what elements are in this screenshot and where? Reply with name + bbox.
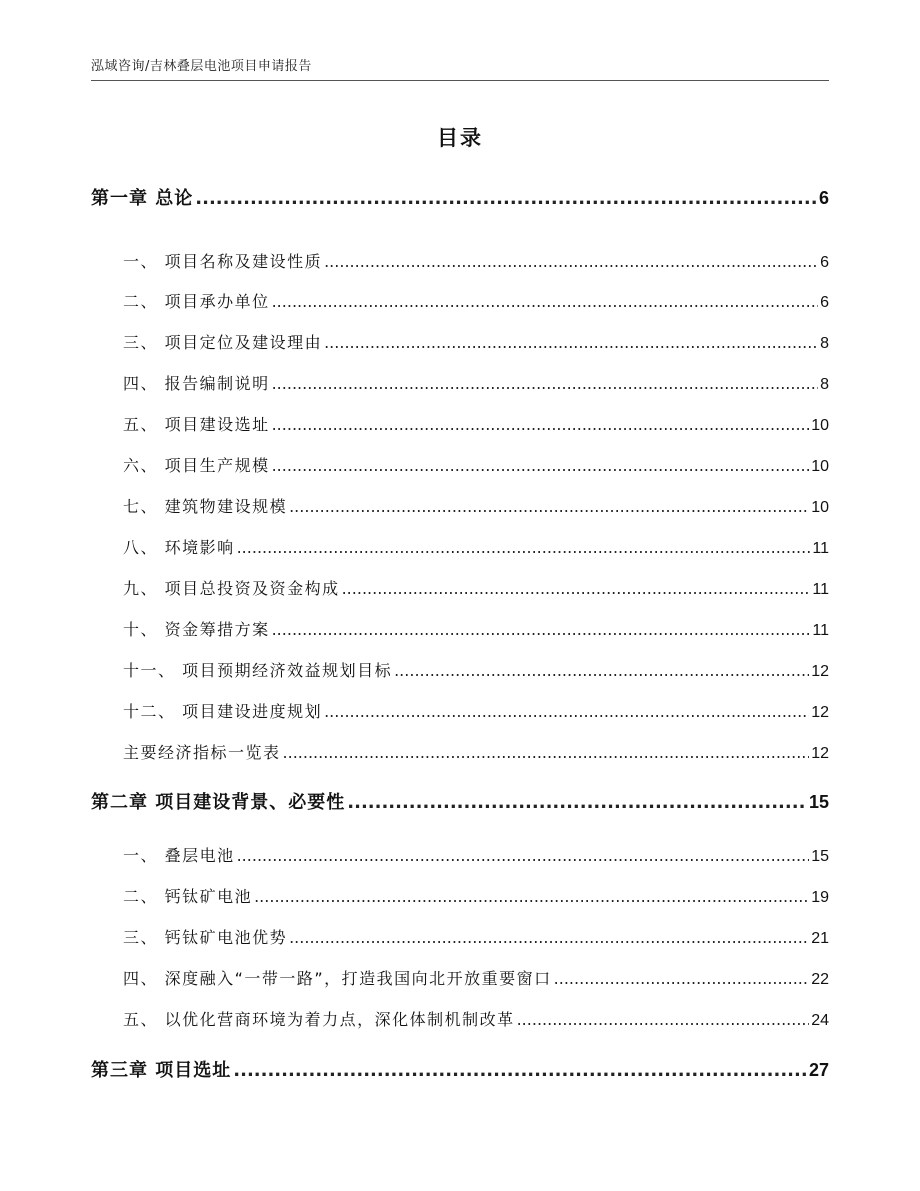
toc-entry-label: 第二章 项目建设背景、必要性 xyxy=(91,792,346,813)
toc-section[interactable] xyxy=(91,289,829,312)
dot-leader xyxy=(272,620,811,639)
toc-page-number: 6 xyxy=(820,254,829,271)
toc-entry-label: 第三章 项目选址 xyxy=(91,1060,232,1081)
toc-entry-label: 五、 以优化营商环境为着力点，深化体制机制改革 xyxy=(123,1010,515,1029)
toc-entry-label: 一、 项目名称及建设性质 xyxy=(123,252,323,271)
toc-section[interactable] xyxy=(91,884,829,907)
toc-section[interactable] xyxy=(91,453,829,476)
dot-leader xyxy=(254,887,809,906)
dot-leader xyxy=(283,743,810,762)
toc-section[interactable] xyxy=(91,330,829,353)
toc-section[interactable] xyxy=(91,576,829,599)
toc-section[interactable] xyxy=(91,966,829,989)
toc-section[interactable] xyxy=(91,925,829,948)
toc-entry-label: 九、 项目总投资及资金构成 xyxy=(123,579,340,598)
dot-leader xyxy=(272,456,810,475)
dot-leader xyxy=(272,374,819,393)
dot-leader xyxy=(233,1060,807,1081)
toc-section[interactable] xyxy=(91,494,829,517)
toc-page-number: 11 xyxy=(812,581,829,598)
toc-title: 目录 xyxy=(437,126,483,150)
dot-leader xyxy=(324,702,809,721)
dot-leader xyxy=(195,188,817,209)
toc-page-number: 10 xyxy=(811,458,829,475)
toc-page-number: 10 xyxy=(811,499,829,516)
toc-section[interactable] xyxy=(91,699,829,722)
toc-page-number: 11 xyxy=(812,622,829,639)
table-of-contents xyxy=(91,0,829,1191)
toc-entry-label: 十二、 项目建设进度规划 xyxy=(123,702,323,721)
dot-leader xyxy=(517,1010,810,1029)
toc-page-number: 6 xyxy=(818,188,829,208)
toc-page-number: 15 xyxy=(808,792,829,812)
toc-page-number: 6 xyxy=(820,294,829,311)
toc-page-number: 11 xyxy=(812,540,829,557)
toc-page-number: 24 xyxy=(811,1012,829,1029)
toc-page-number: 19 xyxy=(811,889,829,906)
toc-entry-label: 四、 报告编制说明 xyxy=(123,374,270,393)
toc-section[interactable] xyxy=(91,658,829,681)
toc-entry-label: 十、 资金筹措方案 xyxy=(123,620,270,639)
toc-page-number: 21 xyxy=(811,930,829,947)
toc-entry-label: 二、 钙钛矿电池 xyxy=(123,887,253,906)
toc-entry-label: 十一、 项目预期经济效益规划目标 xyxy=(123,661,393,680)
toc-section[interactable] xyxy=(91,249,829,272)
dot-leader xyxy=(554,969,810,988)
toc-section[interactable] xyxy=(91,843,829,866)
toc-entry-label: 一、 叠层电池 xyxy=(123,846,235,865)
toc-page-number: 8 xyxy=(820,376,829,393)
toc-section[interactable] xyxy=(91,1007,829,1030)
dot-leader xyxy=(324,333,818,352)
toc-entry-label: 六、 项目生产规模 xyxy=(123,456,270,475)
toc-entry-label: 五、 项目建设选址 xyxy=(123,415,270,434)
toc-chapter-1[interactable] xyxy=(91,184,829,210)
dot-leader xyxy=(272,292,819,311)
toc-page-number: 15 xyxy=(811,848,829,865)
dot-leader xyxy=(347,792,807,813)
toc-entry-label: 四、 深度融入“一带一路”，打造我国向北开放重要窗口 xyxy=(123,969,552,988)
toc-page-number: 12 xyxy=(811,704,829,721)
toc-entry-label: 八、 环境影响 xyxy=(123,538,235,557)
dot-leader xyxy=(237,538,811,557)
dot-leader xyxy=(237,846,810,865)
dot-leader xyxy=(272,415,810,434)
toc-page-number: 12 xyxy=(811,663,829,680)
toc-page-number: 12 xyxy=(811,745,829,762)
dot-leader xyxy=(324,252,818,271)
running-header: 泓域咨询/吉林叠层电池项目申请报告 xyxy=(91,59,312,74)
toc-page-number: 22 xyxy=(811,971,829,988)
dot-leader xyxy=(289,497,809,516)
dot-leader xyxy=(394,661,809,680)
toc-section[interactable] xyxy=(91,740,829,763)
toc-entry-label: 七、 建筑物建设规模 xyxy=(123,497,288,516)
toc-entry-label: 主要经济指标一览表 xyxy=(123,743,281,762)
toc-entry-label: 三、 项目定位及建设理由 xyxy=(123,333,323,352)
toc-chapter-2[interactable] xyxy=(91,788,829,814)
toc-page-number: 27 xyxy=(808,1060,829,1080)
toc-chapter-3[interactable] xyxy=(91,1056,829,1082)
toc-entry-label: 第一章 总论 xyxy=(91,188,194,209)
toc-entry-label: 三、 钙钛矿电池优势 xyxy=(123,928,288,947)
dot-leader xyxy=(342,579,811,598)
toc-entry-label: 二、 项目承办单位 xyxy=(123,292,270,311)
toc-section[interactable] xyxy=(91,617,829,640)
dot-leader xyxy=(289,928,809,947)
toc-page-number: 10 xyxy=(811,417,829,434)
toc-page-number: 8 xyxy=(820,335,829,352)
toc-section[interactable] xyxy=(91,371,829,394)
toc-section[interactable] xyxy=(91,412,829,435)
toc-section[interactable] xyxy=(91,535,829,558)
